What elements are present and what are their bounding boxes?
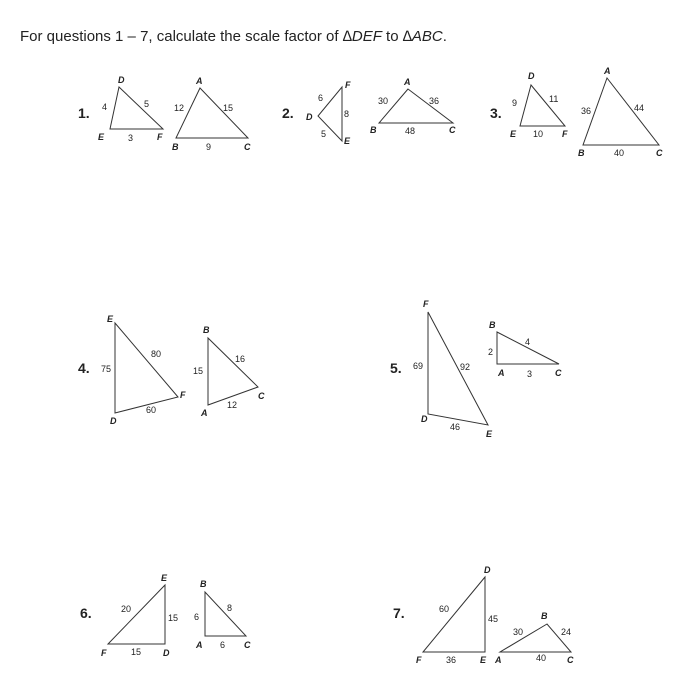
problem-2 bbox=[282, 77, 456, 146]
problem-7-vertex-f: F bbox=[416, 655, 422, 665]
problem-5-side-bc: 4 bbox=[525, 337, 531, 347]
problem-7-side-ab: 30 bbox=[513, 627, 524, 637]
problem-1 bbox=[78, 75, 251, 152]
problem-1-vertex-f: F bbox=[157, 132, 163, 142]
problem-4-number: 4. bbox=[78, 360, 90, 376]
problem-6-vertex-d: D bbox=[163, 648, 170, 658]
problem-1-vertex-a: A bbox=[196, 76, 203, 86]
problem-2-vertex-f: F bbox=[345, 80, 351, 90]
problem-2-side-de: 5 bbox=[321, 129, 327, 139]
problem-1-vertex-e: E bbox=[98, 132, 105, 142]
problem-4-vertex-e: E bbox=[107, 314, 114, 324]
problem-3-number: 3. bbox=[490, 105, 502, 121]
problem-4-side-ef: 80 bbox=[151, 349, 162, 359]
problem-4-vertex-a: A bbox=[201, 408, 208, 418]
problem-1-side-bc: 9 bbox=[206, 142, 212, 152]
problem-5-vertex-e: E bbox=[486, 429, 493, 439]
problem-6-side-ef: 20 bbox=[121, 604, 132, 614]
problem-6-triangle-abc bbox=[205, 592, 246, 636]
problem-5-vertex-b: B bbox=[489, 320, 496, 330]
problem-2-triangle-abc bbox=[379, 89, 453, 123]
problem-2-vertex-e: E bbox=[344, 136, 351, 146]
problem-6 bbox=[80, 573, 251, 658]
problem-4-side-df: 60 bbox=[146, 405, 157, 415]
problem-4-side-ab: 15 bbox=[193, 366, 204, 376]
problem-7-side-fe: 36 bbox=[446, 655, 457, 665]
problem-6-side-ab: 6 bbox=[194, 612, 200, 622]
problem-3-side-de: 9 bbox=[512, 98, 518, 108]
problem-6-triangle-def bbox=[108, 585, 165, 644]
problem-6-side-ed: 15 bbox=[168, 613, 179, 623]
problem-3-side-ef: 10 bbox=[533, 129, 544, 139]
problem-1-side-ac: 15 bbox=[223, 103, 234, 113]
problem-1-vertex-b: B bbox=[172, 142, 179, 152]
problem-7-vertex-c: C bbox=[567, 655, 574, 665]
problem-4-side-ac: 12 bbox=[227, 400, 238, 410]
problem-4-side-bc: 16 bbox=[235, 354, 246, 364]
problem-7-side-df: 60 bbox=[439, 604, 450, 614]
problem-6-side-ac: 6 bbox=[220, 640, 226, 650]
problem-7-side-bc: 24 bbox=[561, 627, 572, 637]
problem-5-triangle-def bbox=[428, 312, 488, 425]
problem-6-vertex-b: B bbox=[200, 579, 207, 589]
problem-5-side-df: 69 bbox=[413, 361, 424, 371]
problem-2-vertex-b: B bbox=[370, 125, 377, 135]
instruction-suffix: . bbox=[442, 28, 447, 45]
problem-6-vertex-f: F bbox=[101, 648, 107, 658]
problem-3-side-bc: 40 bbox=[614, 148, 625, 158]
problem-6-vertex-a: A bbox=[196, 640, 203, 650]
problem-5-vertex-c: C bbox=[555, 368, 562, 378]
instruction-prefix: For questions 1 – 7, calculate the scale factor of bbox=[20, 28, 339, 45]
triangle-def-name: ∆DEF bbox=[342, 28, 382, 45]
problem-5-side-ac: 3 bbox=[527, 369, 533, 379]
problem-5-side-fe: 92 bbox=[460, 362, 471, 372]
problem-3-vertex-e: E bbox=[510, 129, 517, 139]
problem-3 bbox=[490, 66, 663, 158]
problem-2-side-ac: 36 bbox=[429, 96, 440, 106]
problem-5-vertex-f: F bbox=[423, 299, 429, 309]
problem-3-vertex-d: D bbox=[528, 71, 535, 81]
problem-6-side-bc: 8 bbox=[227, 603, 233, 613]
problem-1-side-df: 5 bbox=[144, 99, 150, 109]
problem-1-side-de: 4 bbox=[102, 102, 108, 112]
problem-5-side-de: 46 bbox=[450, 422, 461, 432]
problem-2-vertex-a: A bbox=[404, 77, 411, 87]
problem-4-triangle-def bbox=[115, 323, 178, 413]
problem-5-side-ab: 2 bbox=[488, 347, 494, 357]
problem-2-side-df: 6 bbox=[318, 93, 324, 103]
problem-3-side-ab: 36 bbox=[581, 106, 592, 116]
problem-7-vertex-e: E bbox=[480, 655, 487, 665]
problem-2-side-fe: 8 bbox=[344, 109, 350, 119]
problem-4-side-de: 75 bbox=[101, 364, 112, 374]
problem-5 bbox=[390, 299, 562, 439]
problem-2-side-bc: 48 bbox=[405, 126, 416, 136]
problem-4-vertex-f: F bbox=[180, 390, 186, 400]
problem-2-vertex-d: D bbox=[306, 112, 313, 122]
problem-7-side-ac: 40 bbox=[536, 653, 547, 663]
problem-7-number: 7. bbox=[393, 605, 405, 621]
problem-2-vertex-c: C bbox=[449, 125, 456, 135]
problem-2-number: 2. bbox=[282, 105, 294, 121]
problem-7-vertex-d: D bbox=[484, 565, 491, 575]
problem-5-number: 5. bbox=[390, 360, 402, 376]
problem-7-triangle-def bbox=[423, 577, 485, 652]
problem-3-vertex-a: A bbox=[604, 66, 611, 76]
problem-5-vertex-a: A bbox=[498, 368, 505, 378]
problem-6-number: 6. bbox=[80, 605, 92, 621]
problem-7-side-de: 45 bbox=[488, 614, 499, 624]
problem-3-triangle-def bbox=[520, 85, 565, 126]
problem-4-vertex-b: B bbox=[203, 325, 210, 335]
problem-3-vertex-b: B bbox=[578, 148, 585, 158]
problem-7-vertex-b: B bbox=[541, 611, 548, 621]
problem-1-number: 1. bbox=[78, 105, 90, 121]
problem-7 bbox=[393, 565, 574, 665]
problem-3-vertex-f: F bbox=[562, 129, 568, 139]
problem-6-vertex-e: E bbox=[161, 573, 168, 583]
problem-1-side-ef: 3 bbox=[128, 133, 134, 143]
problem-5-vertex-d: D bbox=[421, 414, 428, 424]
problem-1-vertex-d: D bbox=[118, 75, 125, 85]
problem-1-vertex-c: C bbox=[244, 142, 251, 152]
problem-3-side-ac: 44 bbox=[634, 103, 645, 113]
problem-4 bbox=[78, 314, 265, 426]
problem-6-side-fd: 15 bbox=[131, 647, 142, 657]
problem-3-side-df: 11 bbox=[549, 94, 559, 104]
problem-7-vertex-a: A bbox=[495, 655, 502, 665]
problem-3-vertex-c: C bbox=[656, 148, 663, 158]
problem-3-triangle-abc bbox=[583, 78, 659, 145]
problem-4-vertex-d: D bbox=[110, 416, 117, 426]
problem-4-triangle-abc bbox=[208, 338, 258, 405]
triangle-abc-name: ∆ABC bbox=[402, 28, 443, 45]
problem-1-side-ab: 12 bbox=[174, 103, 185, 113]
problem-6-vertex-c: C bbox=[244, 640, 251, 650]
problem-1-triangle-def bbox=[110, 87, 163, 129]
problem-2-side-ab: 30 bbox=[378, 96, 389, 106]
instruction-mid: to bbox=[386, 28, 399, 45]
problem-4-vertex-c: C bbox=[258, 391, 265, 401]
problem-1-triangle-abc bbox=[176, 88, 248, 138]
